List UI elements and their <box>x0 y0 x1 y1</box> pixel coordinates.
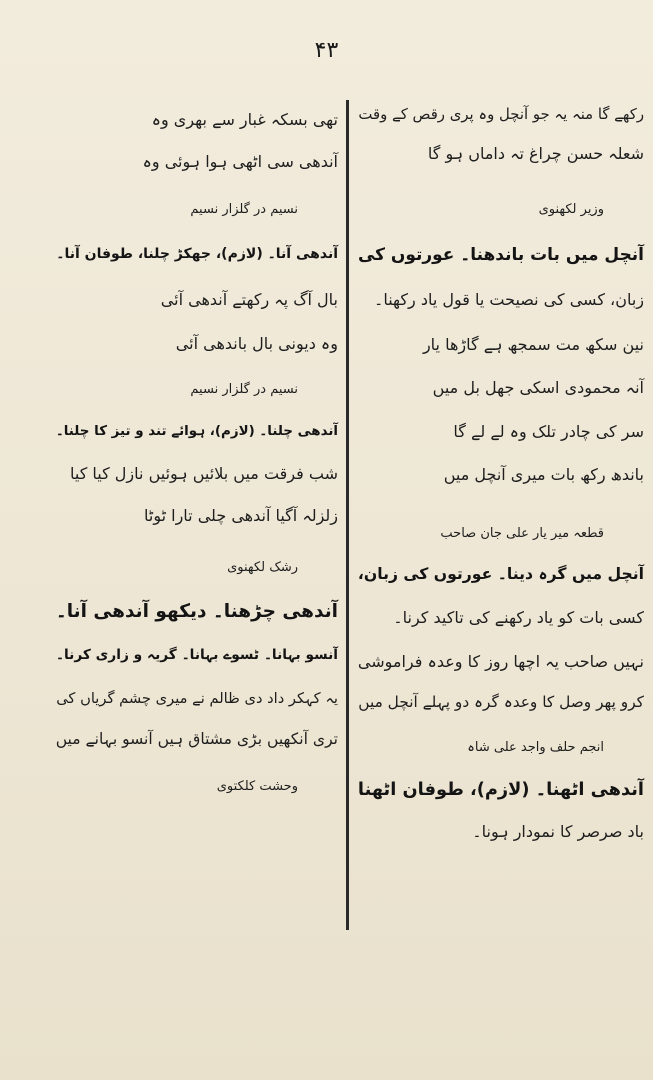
text-line: نین سکھ مت سمجھ ہے گاڑھا یار <box>422 335 644 354</box>
attribution-line: وزیر لکھنوی <box>538 202 604 217</box>
attribution-line: وحشت کلکتوی <box>216 779 298 794</box>
attribution-line: رشک لکھنوی <box>227 560 298 575</box>
entry-heading: آنچل میں بات باندھنا۔ عورتوں کی <box>357 245 644 265</box>
text-line: سر کی چادر تلک وہ لے لے گا <box>453 422 644 441</box>
text-line: وہ دیونی بال باندھی آئی <box>175 334 338 353</box>
entry-heading: آندھی چڑھنا۔ دیکھو آندھی آنا۔ <box>55 601 338 622</box>
text-line: باد صرصر کا نمودار ہونا۔ <box>472 822 644 841</box>
text-line: تری آنکھیں بڑی مشتاق ہیں آنسو بہانے میں <box>55 730 338 748</box>
attribution-line: قطعہ میر یار علی جان صاحب <box>440 526 604 541</box>
text-line: نہیں صاحب یہ اچھا روز کا وعدہ فراموشی <box>357 652 644 671</box>
attribution-line: انجم حلف واجد علی شاہ <box>467 740 604 755</box>
text-line: کسی بات کو یاد رکھنے کی تاکید کرنا۔ <box>393 608 644 627</box>
entry-heading: آنچل میں گرہ دینا۔ عورتوں کی زبان، <box>357 564 644 583</box>
entry-heading: آندھی اٹھنا۔ (لازم)، طوفان اٹھنا <box>357 779 644 800</box>
text-line: بال آگ پہ رکھتے آندھی آئی <box>160 290 338 309</box>
entry-heading: آندھی چلنا۔ (لازم)، ہوائے تند و تیز کا چلنا۔ <box>55 424 338 439</box>
text-line: زلزلہ آگیا آندھی چلی تارا ٹوٹا <box>143 506 338 525</box>
text-line: آنہ محمودی اسکی جھل بل میں <box>432 378 644 397</box>
text-line: رکھے گا منہ یہ جو آنچل وہ پری رقص کے وقت <box>358 105 644 123</box>
attribution-line: نسیم در گلزار نسیم <box>190 202 298 217</box>
page-number: ۴۳ <box>314 38 339 63</box>
text-line: یہ کہکر داد دی ظالم نے میری چشم گریاں کی <box>56 690 338 707</box>
text-line: شب فرقت میں بلائیں ہوئیں نازل کیا کیا <box>69 464 338 483</box>
text-line: آندھی سی اٹھی ہوا ہوئی وہ <box>142 152 338 171</box>
text-line: زبان، کسی کی نصیحت یا قول یاد رکھنا۔ <box>373 290 644 309</box>
entry-heading: آندھی آنا۔ (لازم)، جھکڑ چلنا، طوفان آنا۔ <box>56 246 338 262</box>
entry-heading: آنسو بہانا۔ ٹسوے بہانا۔ گریہ و زاری کرنا۔ <box>55 647 338 663</box>
text-line: کرو پھر وصل کا وعدہ گرہ دو پہلے آنچل میں <box>358 693 644 711</box>
attribution-line: نسیم در گلزار نسیم <box>190 382 298 397</box>
text-line: شعلہ حسن چراغ تہ داماں ہو گا <box>427 144 644 163</box>
text-line: باندھ رکھ بات میری آنچل میں <box>443 465 644 484</box>
column-divider <box>346 100 349 930</box>
text-line: تھی بسکہ غبار سے بھری وہ <box>151 110 338 129</box>
